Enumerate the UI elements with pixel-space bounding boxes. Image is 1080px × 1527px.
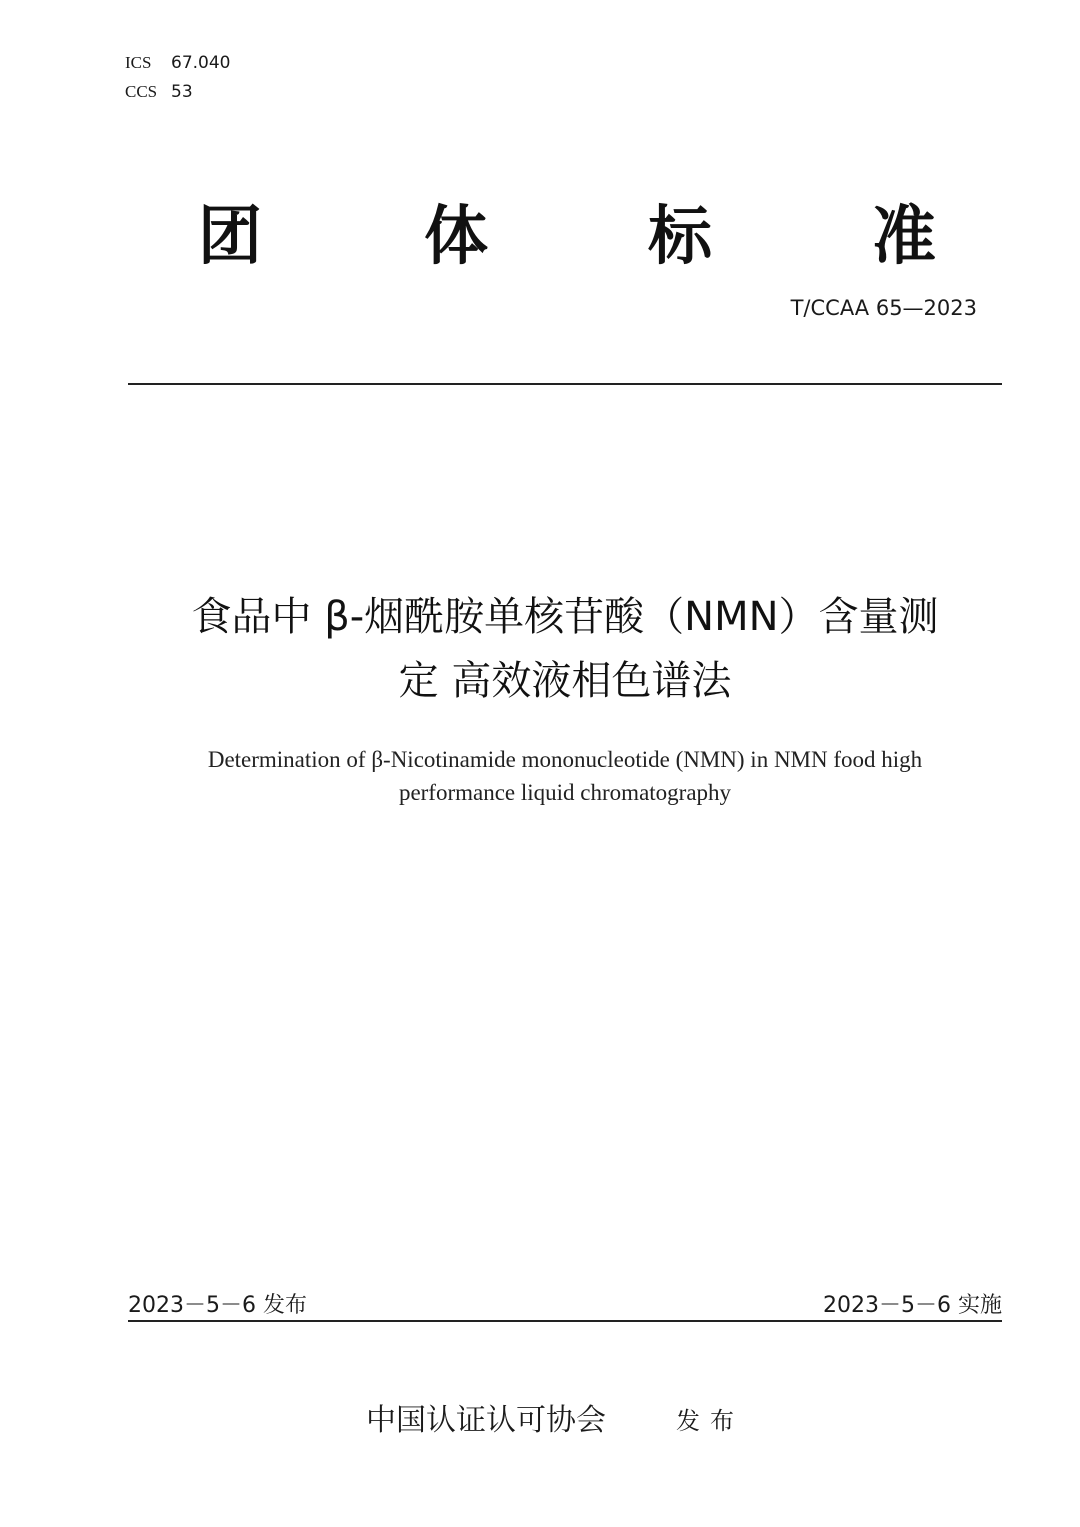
title-char-2: 体 <box>424 200 488 274</box>
implementation-date: 2023－5－6 实施 <box>823 1293 1002 1318</box>
standard-number: T/CCAA 65—2023 <box>790 296 977 320</box>
issue-date: 2023－5－6 发布 <box>128 1293 307 1318</box>
publish-label: 发布 <box>676 1407 744 1435</box>
ics-code <box>125 53 230 73</box>
title-char-4: 准 <box>872 200 936 274</box>
en-title-line-1: Determination of β-Nicotinamide mononucleotide (NMN) in NMN food high <box>207 747 923 772</box>
ccs-label: CCS <box>125 82 158 101</box>
ccs-value: 53 <box>171 82 193 102</box>
title-char-1: 团 <box>198 200 262 274</box>
publisher-name: 中国认证认可协会 <box>366 1403 606 1438</box>
en-title-line-2: performance liquid chromatography <box>398 780 732 805</box>
header-divider <box>128 383 1002 385</box>
cn-title-line-1: 食品中 β-烟酰胺单核苷酸（NMN）含量测 <box>191 594 939 640</box>
ics-value: 67.040 <box>171 53 231 73</box>
ccs-code <box>125 82 193 102</box>
cn-title-line-2: 定 高效液相色谱法 <box>398 658 732 704</box>
footer-divider <box>128 1320 1002 1322</box>
title-char-3: 标 <box>648 200 712 274</box>
ics-label: ICS <box>125 53 152 72</box>
